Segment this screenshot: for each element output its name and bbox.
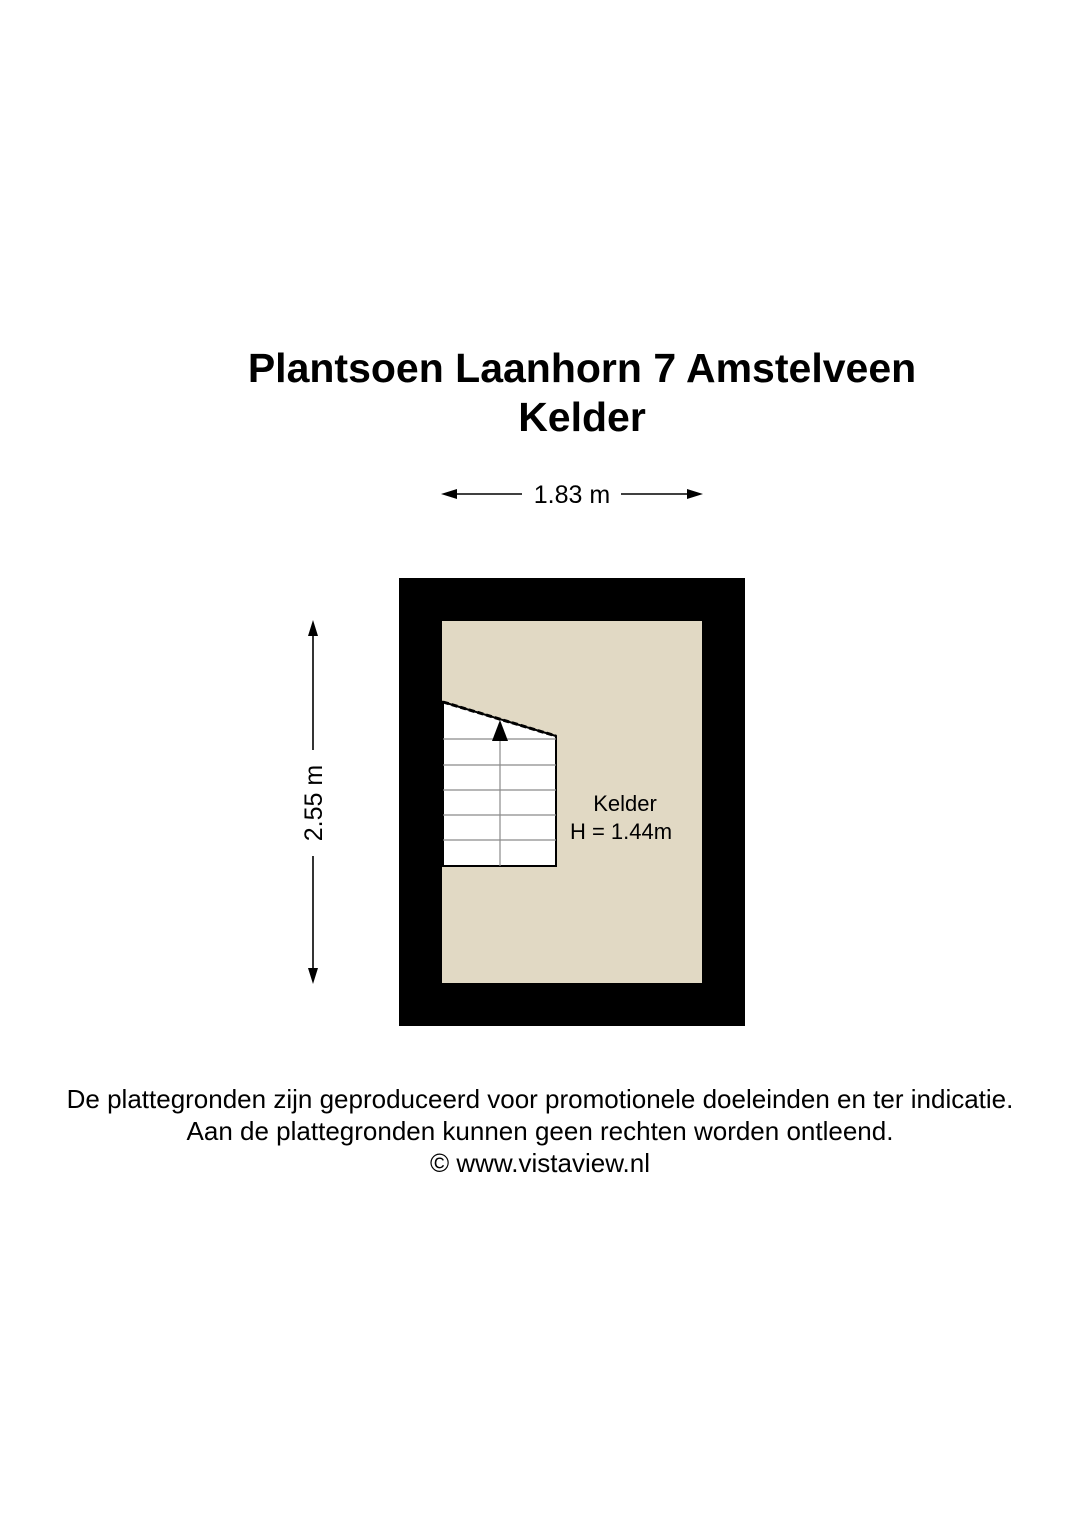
width-dimension-label: 1.83 m [533,481,611,509]
page-title: Plantsoen Laanhorn 7 Amstelveen [247,345,917,391]
disclaimer-text: Aan de plattegronden kunnen geen rechten worden ontleend. [186,1116,894,1146]
copyright-text: © www.vistaview.nl [430,1148,650,1178]
height-dimension-label: 2.55 m [300,764,328,842]
height-dimension [300,620,328,984]
floor-name-title: Kelder [518,394,646,440]
room-name-label: Kelder [593,791,657,816]
width-dimension [441,481,703,509]
disclaimer-text: De plattegronden zijn geproduceerd voor promotionele doeleinden en ter indicatie. [66,1084,1014,1114]
room-height-label: H = 1.44m [569,819,673,844]
